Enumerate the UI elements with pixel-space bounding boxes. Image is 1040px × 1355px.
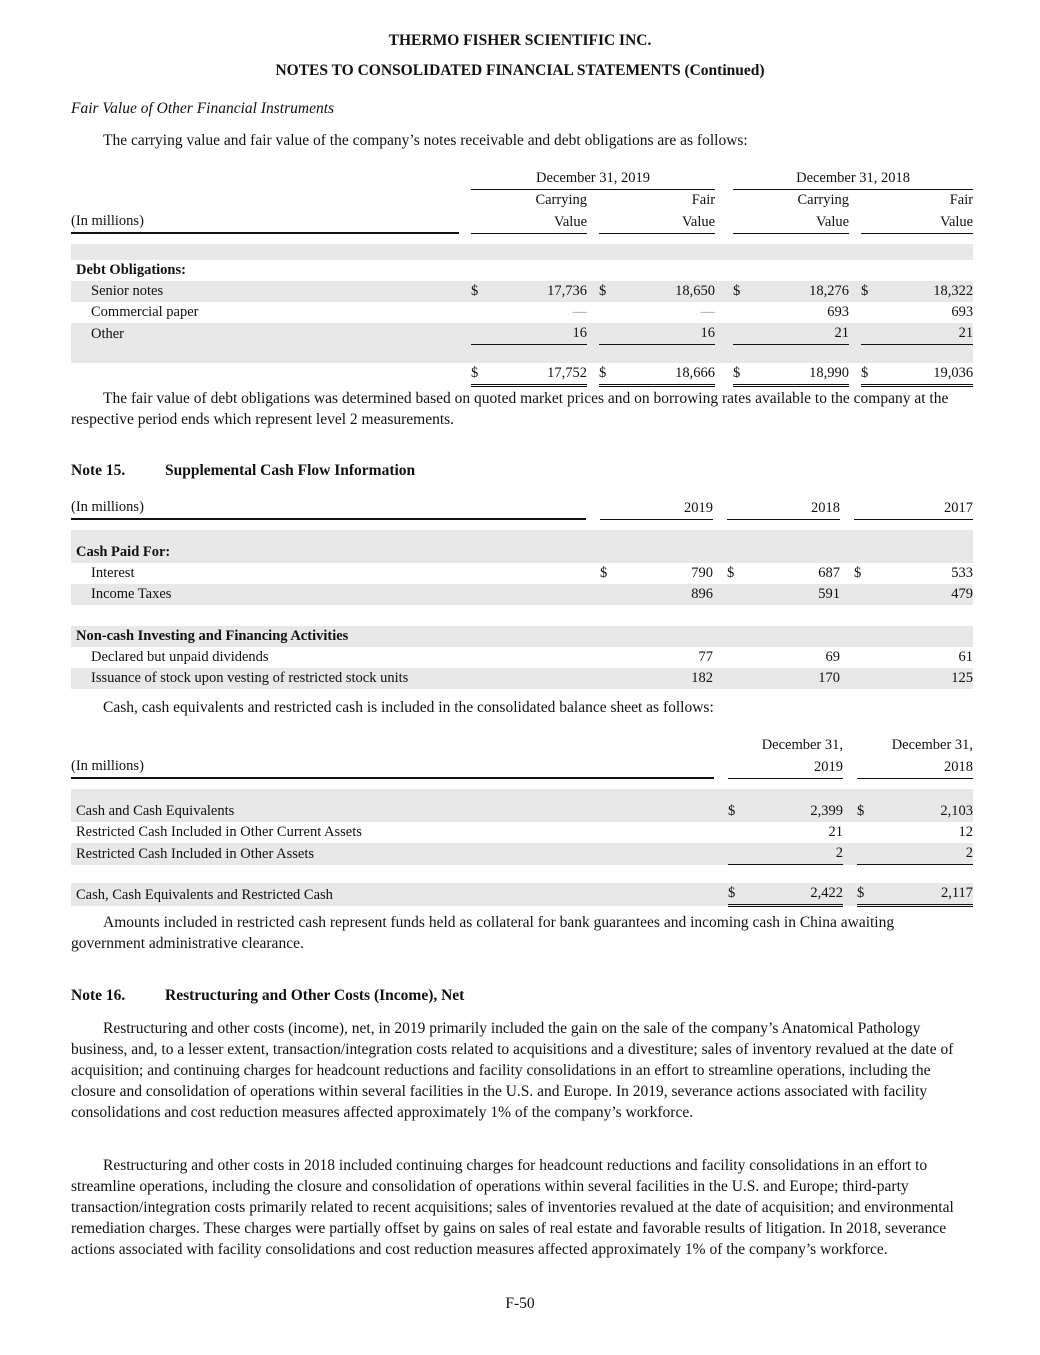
table-row: Declared but unpaid dividends 77 69 61 — [91, 649, 973, 665]
period-2018-header: December 31, 2018 — [733, 168, 973, 190]
section-row — [71, 260, 973, 281]
fair-value-explanation: The fair value of debt obligations was determined based on quoted market prices and on borrowing rates available to the company at the respective period ends which represent level 2 measurements. — [71, 390, 949, 428]
note-number: Note 16. — [71, 987, 126, 1004]
debt-obligations-label: Debt Obligations: — [76, 262, 186, 278]
year-header: 2017 — [854, 497, 973, 519]
fair-header: Fair — [949, 192, 974, 208]
page-number: F-50 — [505, 1295, 535, 1312]
year-header: 2019 — [600, 497, 713, 519]
year-header: 2019 — [728, 756, 843, 778]
restricted-cash-explanation: Amounts included in restricted cash represent funds held as collateral for bank guarantees and incoming cash in China awaiting government administrative clearance. — [71, 914, 895, 952]
date-header: December 31, — [761, 737, 844, 753]
carrying-header: Carrying — [797, 192, 850, 208]
total-row: Cash, Cash Equivalents and Restricted Cash $ 2,422 $ 2,117 — [71, 883, 973, 906]
page-subtitle: NOTES TO CONSOLIDATED FINANCIAL STATEMENTS (Continued) — [275, 62, 765, 79]
fair-header: Fair — [691, 192, 716, 208]
units-label: (In millions) — [71, 211, 459, 233]
table-row: Senior notes $ 17,736 $ 18,650 $ 18,276 $ 18,322 — [71, 281, 973, 302]
table-row: Restricted Cash Included in Other Current Assets 21 12 — [76, 824, 974, 840]
units-label: (In millions) — [71, 756, 714, 778]
note-15-heading — [71, 462, 416, 480]
total-row: $ 17,752 $ 18,666 $ 18,990 $ 19,036 — [71, 363, 973, 386]
note-16-paragraph-1: Restructuring and other costs (income), net, in 2019 primarily included the gain on the sale of the company’s Anatomical Pathology business, and, to a lesser extent, transaction/integration costs related to acquisitions and a divestiture; sales of inventory revalued at the date of acquisition; and continuing charges for headcount reductions and facility consolidations in an effort to streamline operations, including the closure and consolidation of operations within several facilities in the U.S. and Europe. In 2019, severance actions associated with facility consolidations and cost reduction measures affected approximately 1% of the company’s workforce. — [71, 1020, 954, 1121]
value-header: Value — [471, 211, 587, 233]
table-row: Cash and Cash Equivalents $ 2,399 $ 2,103 — [71, 801, 973, 822]
fair-value-intro: The carrying value and fair value of the company’s notes receivable and debt obligations are as follows: — [103, 132, 748, 149]
noncash-activities-label: Non-cash Investing and Financing Activities — [71, 626, 586, 647]
company-name: THERMO FISHER SCIENTIFIC INC. — [388, 32, 652, 49]
table-row: Issuance of stock upon vesting of restricted stock units 182 170 125 — [71, 668, 973, 689]
value-header: Value — [861, 211, 973, 233]
cash-flow-table — [71, 497, 973, 689]
table-row: Commercial paper — — 693 693 — [91, 304, 974, 320]
year-header: 2018 — [857, 756, 973, 778]
section-heading: Fair Value of Other Financial Instruments — [71, 100, 335, 117]
units-label: (In millions) — [71, 497, 586, 519]
note-16-paragraph-2: Restructuring and other costs in 2018 included continuing charges for headcount reductions and facility consolidations in an effort to streamline operations, including the closure and consolidation of operations within several facilities in the U.S. and Europe; third-party transaction/integration costs primarily related to recent acquisitions; sales of inventories revalued at the date of acquisition; and environmental remediation charges. These charges were partially offset by gains on sales of real estate and favorable results of litigation. In 2018, severance actions associated with facility consolidations and cost reduction measures affected approximately 1% of the company’s workforce. — [71, 1157, 954, 1258]
fair-value-table — [71, 168, 973, 387]
note-number: Note 15. — [71, 462, 126, 479]
table-row: Other 16 16 21 21 — [71, 323, 973, 345]
value-header: Value — [733, 211, 849, 233]
year-header: 2018 — [727, 497, 840, 519]
table-row: Interest $ 790 $ 687 $ 533 — [91, 565, 973, 581]
table-row: Restricted Cash Included in Other Assets 2 2 — [71, 843, 973, 865]
carrying-header: Carrying — [535, 192, 587, 208]
cash-intro: Cash, cash equivalents and restricted cash is included in the consolidated balance sheet as follows: — [103, 699, 714, 716]
period-2019-header: December 31, 2019 — [471, 168, 715, 190]
note-16-heading — [71, 987, 465, 1005]
table-row: Income Taxes 896 591 479 — [71, 584, 973, 605]
cash-balance-table — [71, 735, 973, 907]
cash-paid-for-label: Cash Paid For: — [71, 542, 586, 563]
note-title: Supplemental Cash Flow Information — [165, 462, 416, 479]
note-title: Restructuring and Other Costs (Income), Net — [165, 987, 465, 1004]
date-header: December 31, — [891, 737, 974, 753]
value-header: Value — [599, 211, 715, 233]
